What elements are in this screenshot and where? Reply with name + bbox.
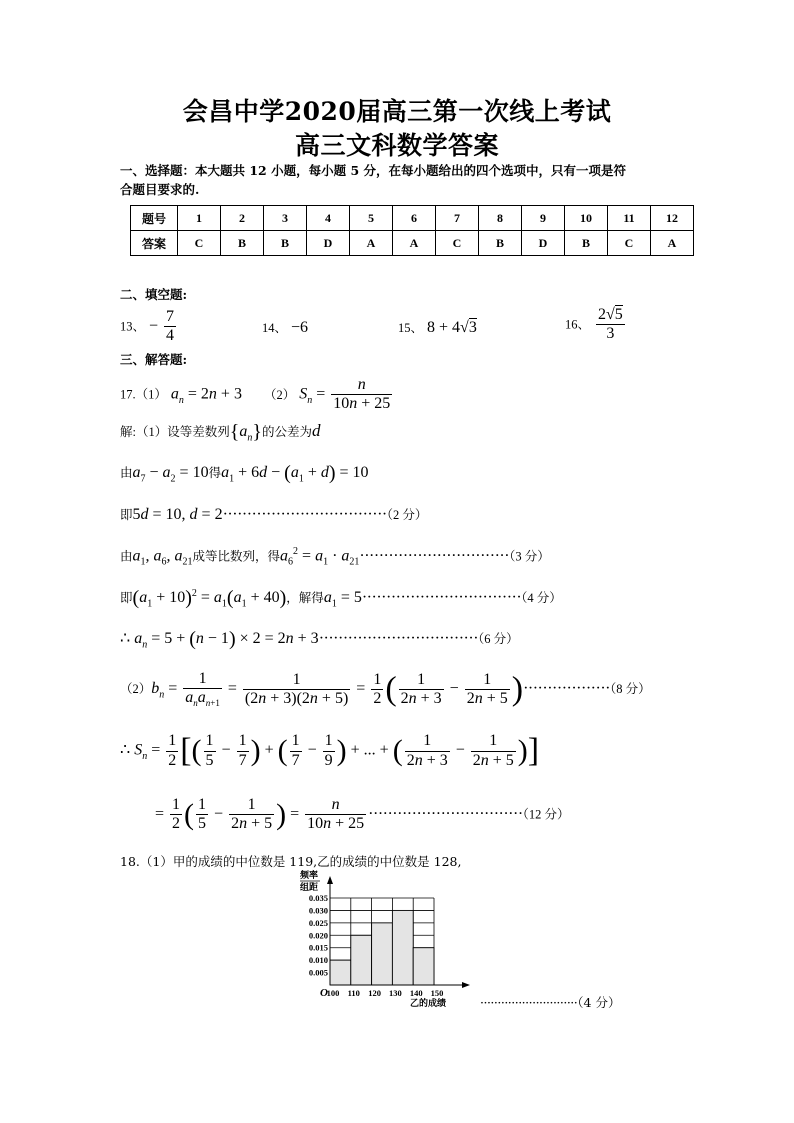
q14-label: 14、 — [262, 321, 288, 335]
p17-step2: 即5d = 10, d = 2··································（2 分） — [120, 506, 428, 523]
y-tick-label: 0.035 — [308, 893, 328, 903]
p17-step3-mid: 成等比数列，得 — [192, 549, 281, 564]
answer-cell: D — [307, 231, 350, 256]
sec1-heading-line1: 一、选择题：本大题共 12 小题，每小题 5 分，在每小题给出的四个选项中，只有一项是符 — [120, 163, 627, 178]
x-tick-label: 110 — [347, 988, 360, 998]
score-2: （2 分） — [386, 508, 428, 522]
p17-step4-pre: 即 — [120, 591, 133, 606]
q16-denominator: 3 — [606, 325, 615, 343]
y-tick-label: 0.010 — [308, 955, 328, 966]
histogram-bar — [413, 948, 434, 985]
question-number: 4 — [307, 206, 350, 231]
p17-step1-pre: 由 — [120, 466, 133, 481]
answer-15: 15、 8 + 4√3 — [398, 319, 477, 336]
score-8: （8 分） — [609, 682, 651, 697]
question-number: 8 — [479, 206, 522, 231]
p17-sn-result: = $\frac{1}{2}$ ( $\frac{1}{5}$ − $\frac{1}{2n + 5}$ ) = $\frac{n}{10n + 25}$ ································（12 分） — [155, 796, 570, 833]
answer-table — [130, 205, 694, 256]
answer-cell: A — [651, 231, 694, 256]
p17-step2-pre: 即 — [120, 508, 133, 522]
question-number: 6 — [393, 206, 436, 231]
p17-part2-label: （2） — [263, 387, 296, 402]
p17-step1-mid: 得 — [208, 466, 222, 481]
y-tick-label: 0.030 — [308, 905, 328, 916]
q13-numerator: 7 — [164, 308, 176, 327]
row-label-answer: 答案 — [131, 231, 178, 256]
x-tick-label: 140 — [409, 988, 423, 998]
question-number: 12 — [651, 206, 694, 231]
answer-cell: A — [393, 231, 436, 256]
y-tick-label: 0.005 — [308, 967, 328, 978]
q15-label: 15、 — [398, 321, 424, 335]
question-number: 9 — [522, 206, 565, 231]
q16-coef: 2 — [598, 306, 607, 323]
origin-label: O — [320, 987, 328, 999]
q15-value: 8 + 4 — [427, 319, 461, 336]
answer-cell: C — [436, 231, 479, 256]
p18-line: 18.（1）甲的成绩的中位数是 119,乙的成绩的中位数是 128, — [120, 854, 462, 869]
title-line2: 高三文科数学答案 — [294, 131, 499, 160]
p17-label: 17.（1） — [120, 387, 167, 402]
answer-cell: B — [479, 231, 522, 256]
question-number: 7 — [436, 206, 479, 231]
table-row-questions — [131, 206, 694, 231]
p17-step5: ∴ $a_n = 5 + (n - 1) \times 2 = 2n + 3\cdot\cdot\cdot\cdot\cdot\cdot\cdot\cdot\cdot\cdot\cdot\cdot\cdot\cdot\cdot\cdot\cdot\cdot\cdot\cdot\cdot\cdot\cdot\cdot\cdot\cdot\cdot\cdot\cdot\cdot\cdot\cdot\cdot(6$ 分） — [120, 628, 519, 651]
question-number: 11 — [608, 206, 651, 231]
q14-value: −6 — [291, 319, 309, 336]
x-tick-label: 120 — [368, 988, 381, 998]
answer-cell: C — [178, 231, 221, 256]
p18-score-line: ····························（4 分） — [480, 995, 621, 1010]
y-label-top: 频率 — [300, 871, 319, 881]
title-line1: 会昌中学2020届高三第一次线上考试 — [182, 97, 612, 126]
answer-cell: D — [522, 231, 565, 256]
x-label: 乙的成绩 — [410, 999, 447, 1009]
sec2-heading: 二、填空题: — [120, 287, 188, 302]
x-tick-label: 150 — [430, 988, 444, 998]
histogram-bar — [351, 935, 372, 985]
p17-answers: 17.（1） $a_n = 2n + 3$ （2） $S_n$ = $\frac{n}{10n + 25}$ — [120, 376, 391, 413]
p17-sol-tail: 的公差为 — [261, 425, 312, 440]
q15-radicand: 3 — [468, 319, 477, 336]
y-tick-label: 0.025 — [308, 917, 328, 928]
p17-step4: 即$(a_1 + 10)^2 = a_1(a_1 + 40)$，解得$a_1 = 5\cdot\cdot\cdot\cdot\cdot\cdot\cdot\cdot\cdot\cdot\cdot\cdot\cdot\cdot\cdot\cdot\cdot\cdot\cdot\cdot\cdot\cdot\cdot\cdot\cdot\cdot\cdot\cdot\cdot\cdot\cdot\cdot\cdot(4$ 分） — [120, 587, 562, 610]
x-axis-arrow — [462, 982, 470, 988]
score-3: （3 分） — [509, 549, 550, 564]
sec1-heading-line2: 合题目要求的. — [120, 182, 200, 197]
question-number: 3 — [264, 206, 307, 231]
histogram-chart — [290, 868, 480, 1010]
answer-cell: B — [565, 231, 608, 256]
p17-sn-sum: ∴ $S_n$ = $\frac{1}{2}$ [( $\frac{1}{5}$ − $\frac{1}{7}$ ) + ( $\frac{1}{7}$ − $\frac{1}{9}$ ) + ... + ( $\frac{1}{2n + 3}$ − $\frac{1}{2n + 5}$ )] — [120, 732, 540, 769]
answer-16: 16、 $\frac{2√5}{3}$ — [565, 306, 623, 343]
answer-cell: B — [264, 231, 307, 256]
score-4b: （4 分） — [577, 995, 621, 1010]
q13-label: 13、 — [120, 319, 146, 334]
answer-cell: B — [221, 231, 264, 256]
p17-part2-label2: （2） — [120, 682, 152, 697]
y-tick-label: 0.020 — [308, 930, 328, 941]
y-label-bottom: 组距 — [300, 883, 319, 893]
question-number: 10 — [565, 206, 608, 231]
p17-step3-pre: 由 — [120, 549, 133, 564]
question-number: 2 — [221, 206, 264, 231]
p17-part2-bn: $(2)b_n$ = 1 $a_na_{n+1}$ = $\frac{1}{(2n + 3)(2n + 5)}$ = $\frac{1}{2}$ ( $\frac{1}{2n + 3}$ − $\frac{1}{2n + 5}$ )··················（8 分） — [120, 670, 651, 709]
answer-13: 13、 − $\frac{7}{4}$ — [120, 308, 175, 345]
p17-step3: 由$a_1$, $a_6$, $a_{21}$成等比数列，得$a_6^2 = a_1 \cdot a_{21}\cdot\cdot\cdot\cdot\cdot\cdot\cdot\cdot\cdot\cdot\cdot\cdot\cdot\cdot\cdot\cdot\cdot\cdot\cdot\cdot\cdot\cdot\cdot\cdot\cdot\cdot\cdot\cdot\cdot\cdot\cdot(3$ 分） — [120, 546, 550, 568]
x-tick-label: 130 — [389, 988, 402, 998]
answer-cell: C — [608, 231, 651, 256]
q16-label: 16、 — [565, 317, 591, 332]
y-axis-arrow — [327, 876, 333, 884]
row-label-question: 题号 — [131, 206, 178, 231]
q16-radicand: 5 — [614, 306, 623, 323]
question-number: 5 — [350, 206, 393, 231]
score-6: （6 分） — [478, 632, 519, 647]
p17-step1: 由$a_7 - a_2 = 10$得$a_1 + 6d - (a_1 + d) = 10$ — [120, 462, 369, 485]
score-12: （12 分） — [522, 807, 570, 822]
histogram-bar — [372, 923, 393, 985]
answer-14 — [262, 318, 308, 337]
score-4: （4 分） — [521, 591, 562, 606]
p17-step4-mid: ，解得 — [286, 591, 324, 606]
p17-sol-text: 解:（1）设等差数列 — [120, 425, 230, 440]
histogram-bar — [330, 960, 351, 985]
x-tick-label: 100 — [326, 988, 340, 998]
p17-solution-intro: 解:（1）设等差数列$\{a_n\}$的公差为d — [120, 421, 321, 444]
table-row-answers — [131, 231, 694, 256]
question-number: 1 — [178, 206, 221, 231]
histogram-bar — [392, 910, 413, 985]
answer-cell: A — [350, 231, 393, 256]
sec3-heading: 三、解答题: — [120, 352, 188, 367]
q13-denominator: 4 — [166, 327, 175, 345]
y-tick-label: 0.015 — [308, 942, 328, 953]
